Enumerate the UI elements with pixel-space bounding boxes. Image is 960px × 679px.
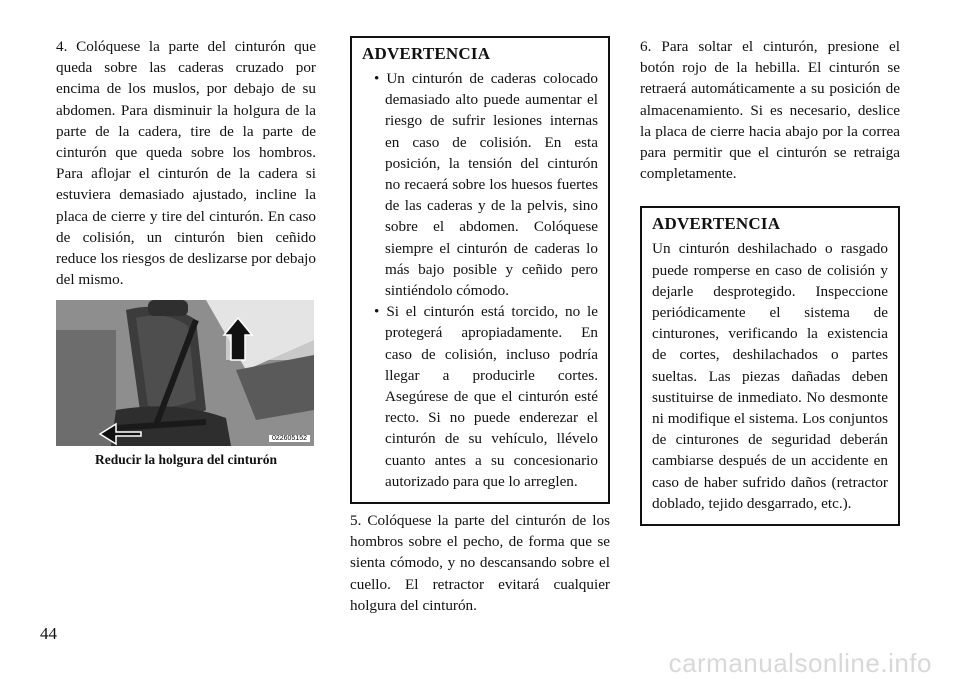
warning-title: ADVERTENCIA	[362, 44, 491, 63]
warning-bullet: • Si el cinturón está torcido, no le protegerá apropiadamente. En caso de colisión, incluso podría llegar a producirle cortes. Asegúrese de que el cinturón esté recto. Si no puede enderezar el cinturón de su vehículo, llévelo cuanto antes a su concesionario autorizado para que lo arreglen.	[371, 301, 598, 492]
warning-box-2	[640, 206, 900, 526]
right-column	[640, 36, 900, 526]
page-number: 44	[40, 624, 57, 643]
image-id-label: 022605152	[269, 435, 310, 442]
watermark: carmanualsonline.info	[668, 648, 932, 678]
warning-title: ADVERTENCIA	[652, 214, 781, 234]
step-4-paragraph: 4. Colóquese la parte del cinturón que queda sobre las caderas cruzado por encima de los muslos, por debajo de su abdomen. Para disminuir la holgura de la parte de la cadera, tire de la parte de cinturón que queda sobre los hombros. Para aflojar el cinturón de la cadera si estuviera demasiado ajustado, incline la placa de cierre y tire del cinturón. En caso de colisión, un cinturón bien ceñido reduce los riesgos de deslizarse por debajo del mismo.	[56, 38, 316, 289]
warning-bullet: • Un cinturón de caderas colocado demasiado alto puede aumentar el riesgo de sufrir lesiones internas en caso de colisión. En esta posición, la tensión del cinturón no recaerá sobre los huesos fuertes de las caderas y de la pelvis, sino sobre el abdomen. Colóquese siempre el cinturón de caderas lo más bajo posible y ceñido pero sintiéndolo cómodo.	[371, 68, 598, 301]
seat-illustration	[56, 300, 314, 446]
middle-column	[350, 36, 610, 616]
warning-bullet-list	[362, 68, 598, 492]
warning-box-1	[350, 36, 610, 504]
step-6-paragraph: 6. Para soltar el cinturón, presione el botón rojo de la hebilla. El cinturón se retraerá automáticamente a su posición de almacenamiento. Si es necesario, deslice la placa de cierre hacia abajo por la correa para permitir que el cinturón se retraiga completamente.	[640, 38, 900, 183]
left-column	[56, 36, 316, 468]
figure-caption: Reducir la holgura del cinturón	[94, 452, 277, 468]
warning-text: Un cinturón deshilachado o rasgado puede romperse en caso de colisión y dejarle desprotegido. Inspeccione periódicamente el sistema de cinturones, verificando la existencia de cortes, deshilachados o partes sueltas. Las piezas dañadas deben sustituirse de inmediato. No desmonte ni modifique el sistema. Los conjuntos de cinturones de seguridad deberán cambiarse después de un accidente en caso de haber sufrido daños (retractor doblado, tejido desgarrado, etc.).	[652, 240, 888, 512]
seatbelt-photo	[56, 300, 314, 446]
step-5-paragraph: 5. Colóquese la parte del cinturón de los hombros sobre el pecho, de forma que se sienta cómodo, y no descansando sobre el cuello. El retractor evitará cualquier holgura del cinturón.	[350, 512, 610, 614]
